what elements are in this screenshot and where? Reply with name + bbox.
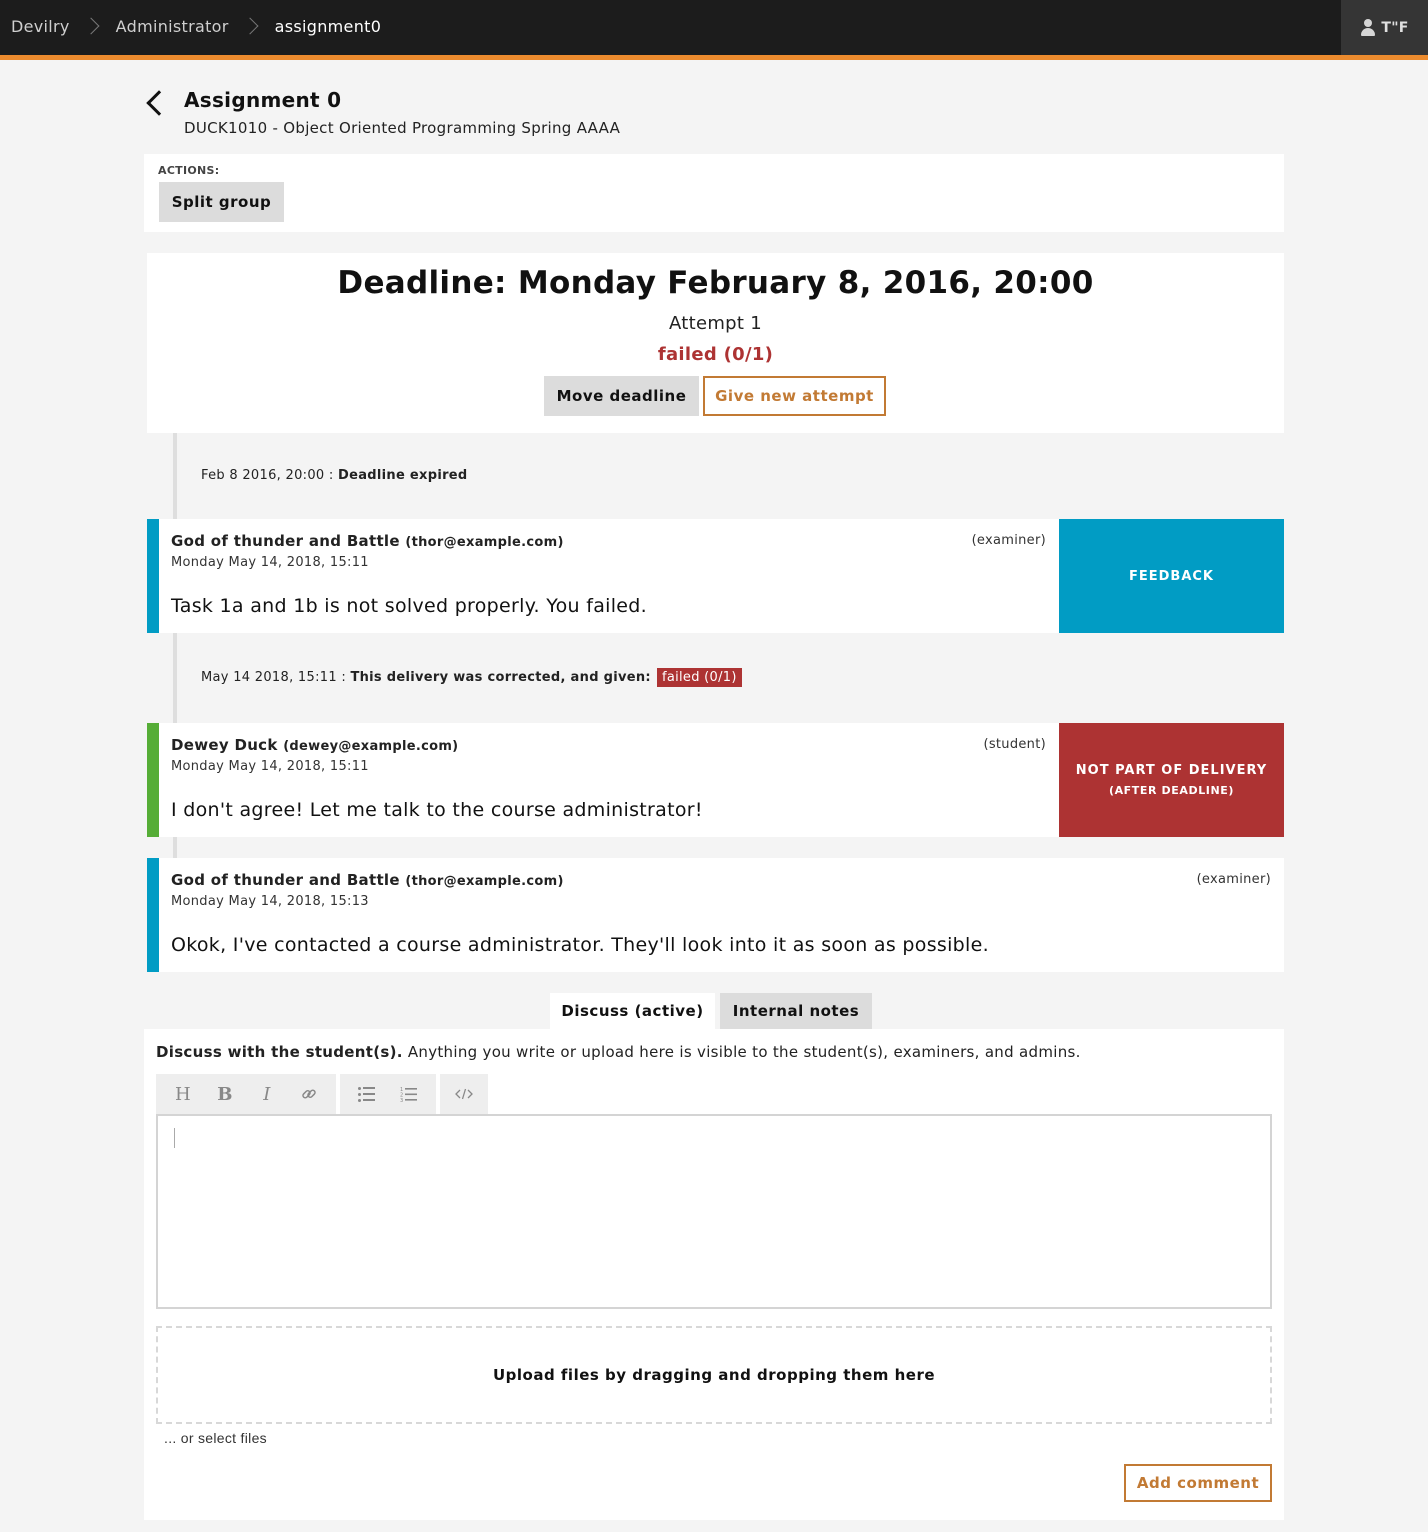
user-icon [1360,19,1376,36]
comment-role: (examiner) [1196,872,1271,887]
author-name: God of thunder and Battle [171,532,400,550]
comment-author [171,532,564,550]
author-email: (dewey@example.com) [283,739,459,754]
attempt-label: Attempt 1 [668,313,763,334]
tab-internal-notes[interactable]: Internal notes [720,993,872,1029]
select-files-link[interactable]: ... or select files [164,1430,267,1446]
back-arrow-icon[interactable] [144,88,164,118]
italic-button[interactable]: I [263,1083,271,1105]
after-deadline-label: (AFTER DEADLINE) [1108,784,1235,797]
discuss-description [156,1043,1081,1061]
numbered-list-icon [400,1086,418,1102]
deadline-title: Deadline: Monday February 8, 2016, 20:00 [337,265,1094,301]
comment-textarea[interactable] [156,1114,1272,1309]
markdown-toolbar [156,1074,488,1114]
list-tool-group [340,1074,436,1114]
comment-role-bar [147,723,159,837]
link-button[interactable] [288,1074,330,1114]
file-dropzone[interactable]: Upload files by dragging and dropping them here [156,1326,1272,1424]
timeline-line [173,837,177,858]
comment-card [147,858,1284,972]
comment-body: Okok, I've contacted a course administrator. They'll look into it as soon as possible. [171,934,989,956]
discuss-description-bold: Discuss with the student(s). [156,1043,403,1061]
comment-role: (examiner) [971,533,1046,548]
deadline-card [147,253,1284,433]
code-button[interactable] [446,1074,482,1114]
breadcrumb [11,0,381,52]
author-name: God of thunder and Battle [171,871,400,889]
event-time: Feb 8 2016, 20:00 : [201,468,334,483]
link-icon [301,1086,317,1102]
not-part-of-delivery-label: NOT PART OF DELIVERY [1075,763,1268,778]
comment-editor-panel [144,1029,1284,1520]
heading-button[interactable]: H [175,1083,191,1105]
svg-text:3: 3 [400,1098,404,1102]
timeline-line [173,433,177,519]
discuss-description-rest: Anything you write or upload here is visible to the student(s), examiners, and admins. [402,1043,1081,1061]
timeline-line [173,633,177,723]
chevron-right-icon [82,15,104,37]
event-time: May 14 2018, 15:11 : [201,670,347,685]
svg-text:2: 2 [400,1092,404,1099]
accent-stripe [0,55,1428,60]
comment-role-bar [147,858,159,972]
text-caret [174,1128,175,1148]
move-deadline-button[interactable]: Move deadline [544,376,699,416]
split-group-button[interactable]: Split group [159,182,284,222]
add-comment-button[interactable]: Add comment [1124,1464,1272,1502]
top-navigation-bar [0,0,1428,55]
comment-body: Task 1a and 1b is not solved properly. You failed. [171,595,647,617]
comment-date: Monday May 14, 2018, 15:11 [171,759,369,774]
feedback-badge [1059,519,1284,633]
actions-panel [144,154,1284,232]
code-icon [455,1088,473,1100]
event-text: Deadline expired [338,468,468,483]
breadcrumb-devilry[interactable]: Devilry [11,16,70,36]
bullet-list-button[interactable] [346,1074,388,1114]
give-new-attempt-button[interactable]: Give new attempt [703,376,886,416]
comment-author [171,871,564,889]
user-initials: T"F [1381,19,1409,36]
page-title: Assignment 0 [184,88,342,112]
code-tool-group [440,1074,488,1114]
format-tool-group [156,1074,336,1114]
comment-role-bar [147,519,159,633]
numbered-list-button[interactable] [388,1074,430,1114]
comment-author [171,736,458,754]
event-text: This delivery was corrected, and given: [350,670,651,685]
chevron-right-icon [241,15,263,37]
author-name: Dewey Duck [171,736,278,754]
actions-label: ACTIONS: [158,164,220,177]
timeline-event [201,468,468,483]
comment-body: I don't agree! Let me talk to the course administrator! [171,799,703,821]
author-email: (thor@example.com) [405,874,564,889]
svg-text:1: 1 [400,1087,404,1093]
user-menu-button[interactable] [1341,0,1428,55]
tab-discuss[interactable]: Discuss (active) [550,993,715,1029]
feedback-label: FEEDBACK [1128,568,1215,584]
bold-button[interactable]: B [217,1083,233,1105]
page-subtitle: DUCK1010 - Object Oriented Programming Spring AAAA [184,119,621,137]
bullet-list-icon [358,1087,376,1101]
timeline-event [201,668,742,687]
not-part-of-delivery-badge [1059,723,1284,837]
breadcrumb-assignment[interactable]: assignment0 [274,16,382,36]
comment-card [147,519,1284,633]
grade-badge: failed (0/1) [657,668,742,687]
grade-status: failed (0/1) [657,344,774,365]
comment-date: Monday May 14, 2018, 15:13 [171,894,369,909]
comment-date: Monday May 14, 2018, 15:11 [171,555,369,570]
comment-card [147,723,1284,837]
comment-role: (student) [983,737,1046,752]
breadcrumb-administrator[interactable]: Administrator [115,16,229,36]
author-email: (thor@example.com) [405,535,564,550]
